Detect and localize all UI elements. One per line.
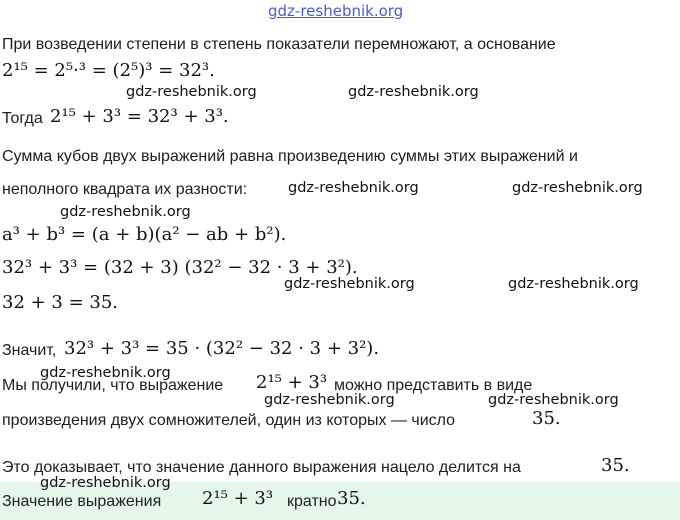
watermark: gdz-reshebnik.org [126,84,257,100]
math-line-7: 2¹⁵ + 3³ [256,372,328,393]
text-line-7-before: Мы получили, что выражение [2,377,224,394]
math-line-9: 35. [601,455,630,476]
text-line-7-after: можно представить в виде [334,377,533,394]
watermark: gdz-reshebnik.org [40,365,171,381]
watermark: gdz-reshebnik.org [488,392,619,408]
math-line-8: 35. [532,408,561,429]
math-line-6: 32³ + 3³ = 35 · (32² − 32 · 3 + 3²). [64,338,380,359]
formula-sum: 32 + 3 = 35. [2,292,119,313]
math-power-of-power: 2¹⁵ = 2⁵·³ = (2⁵)³ = 32³. [2,60,215,81]
answer-text-after: кратно [287,493,337,510]
watermark: gdz-reshebnik.org [264,392,395,408]
watermark: gdz-reshebnik.org [512,180,643,196]
text-line-9: Это доказывает, что значение данного выражения нацело делится на [2,459,521,476]
text-line-6: Значит, [2,342,57,359]
answer-text-before: Значение выражения [2,493,162,510]
text-line-8: произведения двух сомножителей, один из которых — число [2,412,456,429]
watermark: gdz-reshebnik.org [40,475,171,491]
text-line-3: Тогда [2,110,43,127]
watermark: gdz-reshebnik.org [508,276,639,292]
watermark: gdz-reshebnik.org [348,84,479,100]
watermark: gdz-reshebnik.org [284,276,415,292]
answer-math-35: 35. [337,488,366,509]
math-line-3: 2¹⁵ + 3³ = 32³ + 3³. [50,106,229,127]
formula-sum-of-cubes: a³ + b³ = (a + b)(a² − ab + b²). [2,224,287,245]
text-line-1: При возведении степени в степень показатели перемножают, а основание [2,36,556,53]
text-line-5: неполного квадрата их разности: [2,181,248,198]
site-header-link[interactable]: gdz-reshebnik.org [268,2,404,20]
text-line-4: Сумма кубов двух выражений равна произведению суммы этих выражений и [2,148,578,165]
answer-math: 2¹⁵ + 3³ [202,488,274,509]
watermark: gdz-reshebnik.org [60,204,191,220]
watermark: gdz-reshebnik.org [288,180,419,196]
formula-applied: 32³ + 3³ = (32 + 3) (32² − 32 · 3 + 3²). [2,257,358,278]
